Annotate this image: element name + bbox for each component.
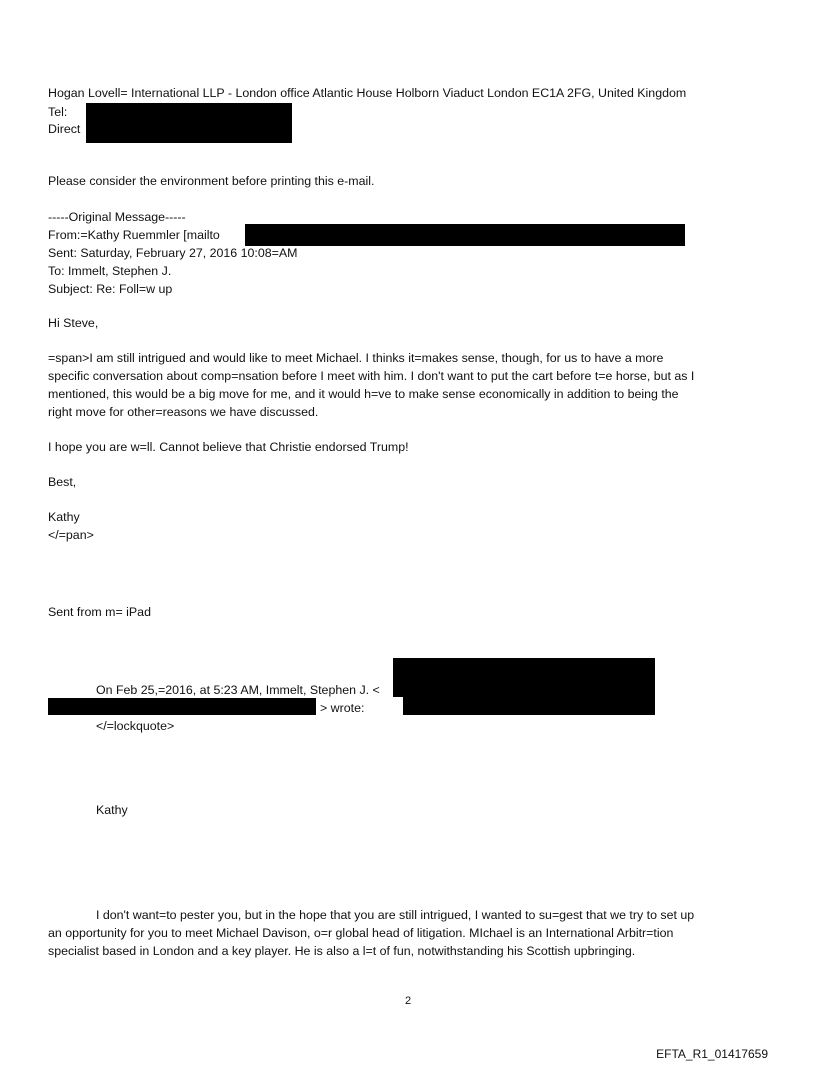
header-sent: Sent: Saturday, February 27, 2016 10:08=AM bbox=[48, 246, 298, 260]
header-from: From:=Kathy Ruemmler [mailto bbox=[48, 228, 220, 242]
original-message-separator: -----Original Message----- bbox=[48, 210, 186, 224]
redaction-box bbox=[48, 698, 316, 715]
body-line: right move for other=reasons we have discussed. bbox=[48, 405, 319, 419]
greeting: Hi Steve, bbox=[48, 316, 99, 330]
signature-tel: Tel: bbox=[48, 105, 68, 119]
quoted-end-tag: </=lockquote> bbox=[96, 719, 175, 733]
redaction-box bbox=[393, 658, 655, 697]
quoted-name: Kathy bbox=[96, 803, 128, 817]
sender-name: Kathy bbox=[48, 510, 80, 524]
quoted-on-line: On Feb 25,=2016, at 5:23 AM, Immelt, Stephen J. < bbox=[96, 683, 380, 697]
quoted-line: specialist based in London and a key player. He is also a l=t of fun, notwithstanding his Scottish upbringing. bbox=[48, 944, 636, 958]
end-tag: </=pan> bbox=[48, 528, 94, 542]
sent-from: Sent from m= iPad bbox=[48, 605, 151, 619]
redaction-box bbox=[86, 103, 292, 143]
closing: Best, bbox=[48, 475, 77, 489]
environment-note: Please consider the environment before printing this e-mail. bbox=[48, 174, 375, 188]
signature-address: Hogan Lovell= International LLP - London office Atlantic House Holborn Viaduct London EC1A 2FG, United Kingdom bbox=[48, 86, 687, 100]
redaction-box bbox=[403, 697, 655, 715]
signature-direct: Direct bbox=[48, 122, 81, 136]
body-line: mentioned, this would be a big move for me, and it would h=ve to make sense economically in addition to being the bbox=[48, 387, 679, 401]
quoted-line: I don't want=to pester you, but in the hope that you are still intrigued, I wanted to su=gest that we try to set up bbox=[96, 908, 695, 922]
redaction-box bbox=[245, 224, 685, 246]
page-number: 2 bbox=[404, 995, 412, 1007]
quoted-line: an opportunity for you to meet Michael Davison, o=r global head of litigation. MIchael is an International Arbitr=tion bbox=[48, 926, 674, 940]
body-line: I hope you are w=ll. Cannot believe that Christie endorsed Trump! bbox=[48, 440, 409, 454]
body-line: =span>I am still intrigued and would like to meet Michael. I thinks it=makes sense, though, for us to have a more bbox=[48, 351, 664, 365]
bates-number: EFTA_R1_01417659 bbox=[656, 1047, 768, 1061]
quoted-wrote: > wrote: bbox=[320, 701, 365, 715]
header-to: To: Immelt, Stephen J. bbox=[48, 264, 172, 278]
header-subject: Subject: Re: Foll=w up bbox=[48, 282, 173, 296]
body-line: specific conversation about comp=nsation before I meet with him. I don't want to put the cart before t=e horse, but as I bbox=[48, 369, 695, 383]
